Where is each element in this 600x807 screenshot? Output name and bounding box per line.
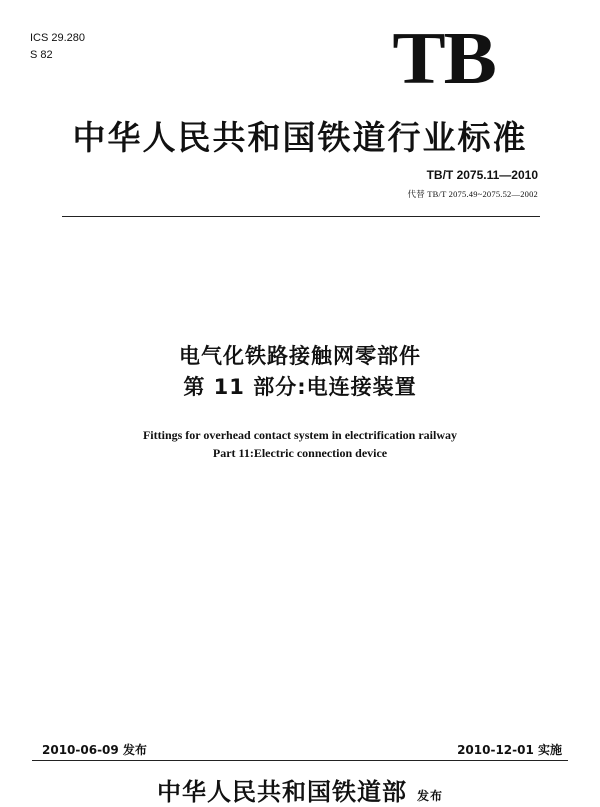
footer-divider (32, 760, 568, 761)
standard-number: TB/T 2075.11—2010 (426, 168, 538, 182)
implementation-date: 2010-12-01 实施 (457, 743, 562, 757)
chinese-title-line1: 电气化铁路接触网零部件 (179, 344, 421, 368)
english-title-line1: Fittings for overhead contact system in electrification railway (142, 428, 458, 442)
ics-classification (30, 30, 85, 64)
issuer (0, 772, 600, 807)
header-divider (62, 216, 540, 217)
english-title-line2: Part 11:Electric connection device (212, 446, 388, 460)
issue-date: 2010-06-09 发布 (42, 743, 147, 757)
class-code: S 82 (30, 49, 53, 61)
issuer-name: 中华人民共和国铁道部 (156, 777, 407, 806)
issuer-suffix: 发布 (416, 789, 443, 803)
chinese-title-line2: 第 11 部分:电连接装置 (183, 375, 417, 399)
replaces-note: 代替 TB/T 2075.49~2075.52—2002 (407, 189, 538, 199)
tb-logo: TB (392, 18, 495, 100)
standard-title: 中华人民共和国铁道行业标准 (72, 118, 528, 157)
ics-code: ICS 29.280 (30, 32, 86, 44)
